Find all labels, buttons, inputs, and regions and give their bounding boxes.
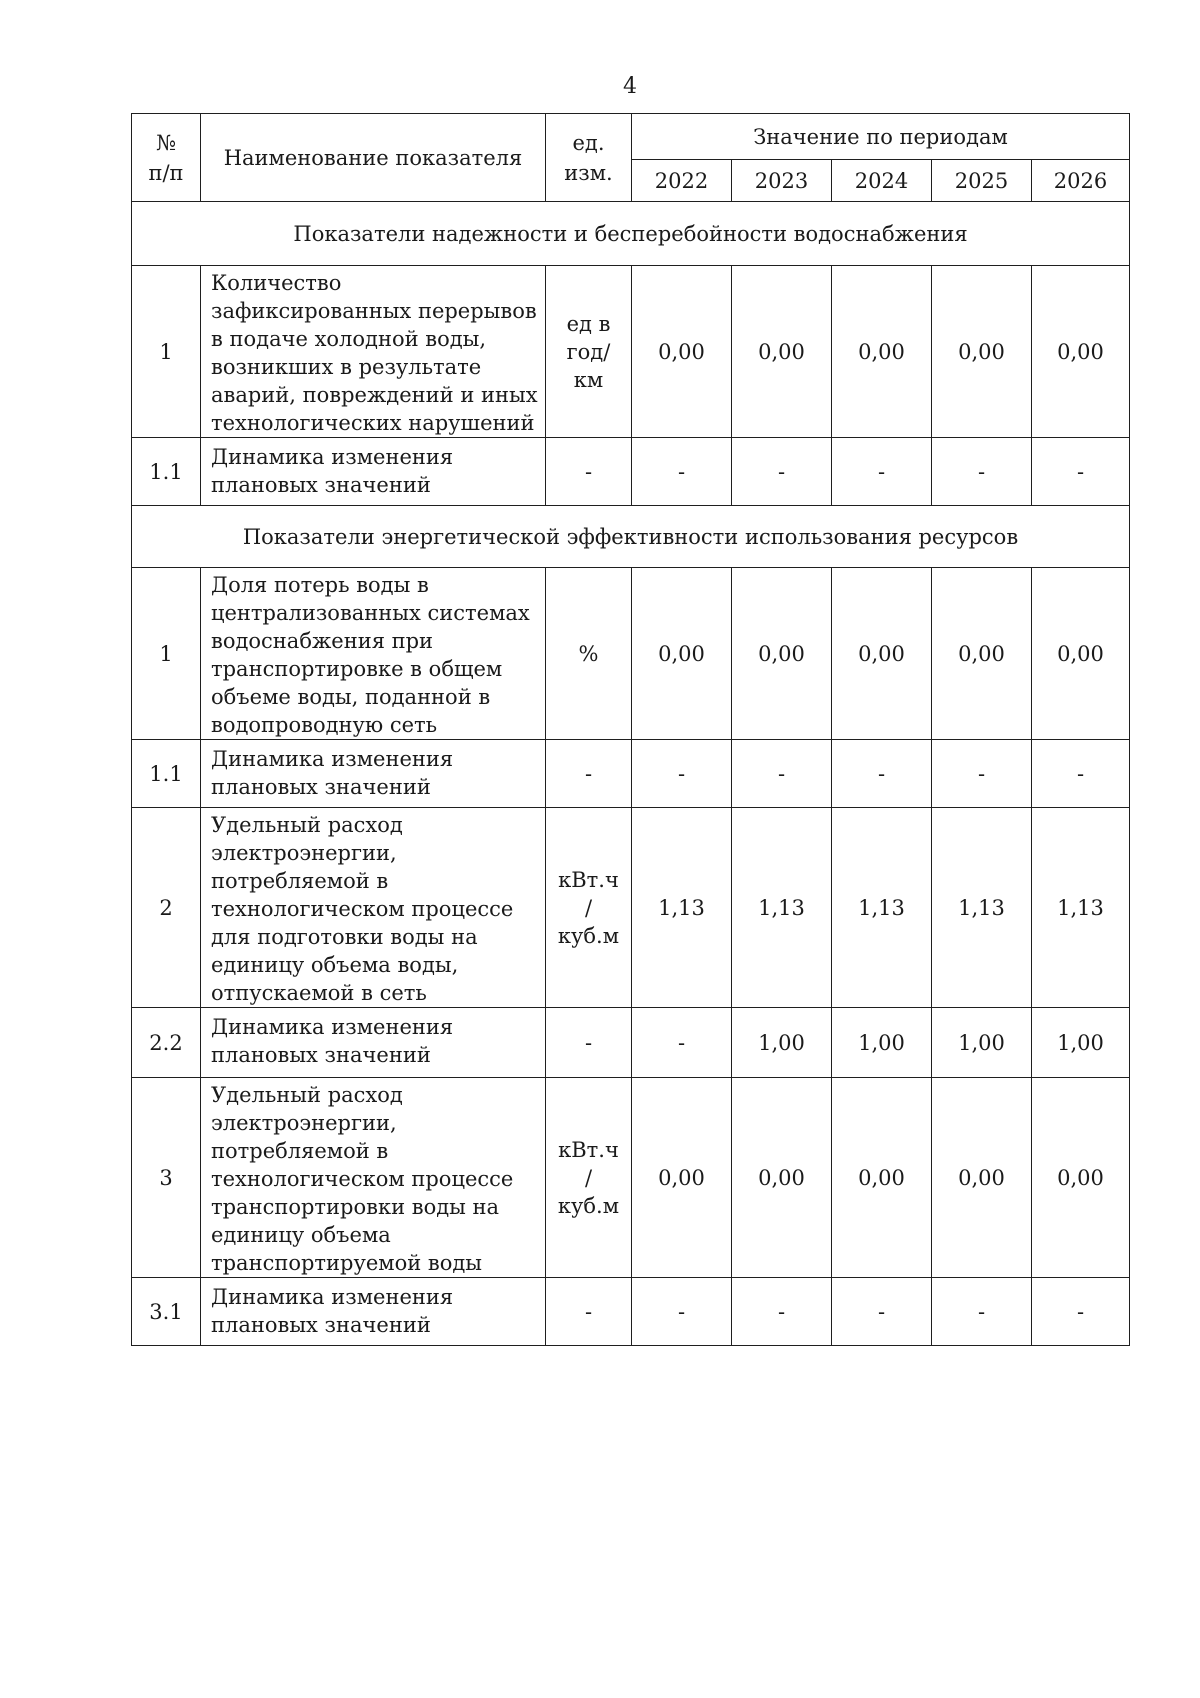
table-row <box>132 438 1130 506</box>
row-num: 1.1 <box>132 438 201 506</box>
row-name: Динамика изменения плановых значений <box>201 1008 546 1078</box>
row-value: 0,00 <box>1032 1078 1130 1278</box>
row-name: Динамика изменения плановых значений <box>201 438 546 506</box>
row-unit: - <box>546 1278 632 1346</box>
row-value: 1,13 <box>1032 808 1130 1008</box>
row-num: 3.1 <box>132 1278 201 1346</box>
row-value: 0,00 <box>632 568 732 740</box>
row-num: 1 <box>132 568 201 740</box>
indicators-table <box>131 113 1130 1346</box>
header-periods <box>632 114 1130 160</box>
row-num: 2.2 <box>132 1008 201 1078</box>
row-name: Динамика изменения плановых значений <box>201 1278 546 1346</box>
row-unit: - <box>546 1008 632 1078</box>
row-unit-text: кВт.ч / куб.м <box>557 867 620 948</box>
table-row <box>132 808 1130 1008</box>
row-value: 0,00 <box>932 1078 1032 1278</box>
row-value: - <box>632 1278 732 1346</box>
row-value: 0,00 <box>732 1078 832 1278</box>
row-value: - <box>832 740 932 808</box>
row-name: Доля потерь воды в централизованных системах водоснабжения при транспортировке в общем объеме воды, поданной в водопроводную сеть <box>201 568 546 740</box>
table-row <box>132 1278 1130 1346</box>
row-value: 0,00 <box>932 266 1032 438</box>
row-unit: % <box>546 568 632 740</box>
row-value: 0,00 <box>632 266 732 438</box>
header-name <box>201 114 546 202</box>
row-unit-text: ед в год/ км <box>566 311 611 392</box>
row-num: 3 <box>132 1078 201 1278</box>
row-value: - <box>732 438 832 506</box>
row-value: - <box>632 1008 732 1078</box>
year-cell: 2023 <box>732 160 832 202</box>
row-value: - <box>1032 740 1130 808</box>
header-num-label: № п/п <box>148 130 184 185</box>
header-periods-label: Значение по периодам <box>753 124 1008 149</box>
section-title: Показатели энергетической эффективности использования ресурсов <box>132 506 1130 568</box>
row-value: 0,00 <box>632 1078 732 1278</box>
row-value: 1,00 <box>732 1008 832 1078</box>
row-value: - <box>1032 1278 1130 1346</box>
header-row <box>132 114 1130 160</box>
page-number: 4 <box>623 74 637 99</box>
header-name-label: Наименование показателя <box>223 145 523 170</box>
year-cell: 2024 <box>832 160 932 202</box>
row-value: - <box>932 1278 1032 1346</box>
row-value: 1,00 <box>932 1008 1032 1078</box>
row-value: 0,00 <box>832 568 932 740</box>
row-value: - <box>632 438 732 506</box>
row-unit <box>546 1078 632 1278</box>
table-row <box>132 568 1130 740</box>
row-value: - <box>832 1278 932 1346</box>
row-unit <box>546 266 632 438</box>
row-value: 0,00 <box>1032 266 1130 438</box>
row-name: Динамика изменения плановых значений <box>201 740 546 808</box>
year-cell: 2025 <box>932 160 1032 202</box>
row-value: 0,00 <box>832 266 932 438</box>
row-unit: - <box>546 740 632 808</box>
row-num: 1 <box>132 266 201 438</box>
table-row <box>132 266 1130 438</box>
table-row <box>132 1078 1130 1278</box>
row-unit-text: кВт.ч / куб.м <box>557 1137 620 1218</box>
row-unit <box>546 808 632 1008</box>
row-num: 2 <box>132 808 201 1008</box>
section-row <box>132 202 1130 266</box>
year-cell: 2026 <box>1032 160 1130 202</box>
row-value: 0,00 <box>732 266 832 438</box>
row-value: - <box>632 740 732 808</box>
table-row <box>132 1008 1130 1078</box>
row-value: - <box>932 740 1032 808</box>
row-value: 0,00 <box>1032 568 1130 740</box>
row-unit: - <box>546 438 632 506</box>
section-title: Показатели надежности и бесперебойности водоснабжения <box>132 202 1130 266</box>
row-value: 0,00 <box>732 568 832 740</box>
table-row <box>132 740 1130 808</box>
row-name: Удельный расход электроэнергии, потребляемой в технологическом процессе транспортировки воды на единицу объема транспортируемой воды <box>201 1078 546 1278</box>
year-cell: 2022 <box>632 160 732 202</box>
row-value: 1,00 <box>832 1008 932 1078</box>
row-name: Удельный расход электроэнергии, потребляемой в технологическом процессе для подготовки воды на единицу объема воды, отпускаемой в сеть <box>201 808 546 1008</box>
row-value: - <box>1032 438 1130 506</box>
row-value: 0,00 <box>932 568 1032 740</box>
header-unit-label: ед. изм. <box>564 130 613 185</box>
row-value: 0,00 <box>832 1078 932 1278</box>
row-value: - <box>932 438 1032 506</box>
row-num: 1.1 <box>132 740 201 808</box>
row-value: 1,13 <box>632 808 732 1008</box>
row-value: - <box>732 740 832 808</box>
row-value: 1,13 <box>732 808 832 1008</box>
row-name: Количество зафиксированных перерывов в подаче холодной воды, возникших в результате аварий, повреждений и иных технологических нарушений <box>201 266 546 438</box>
row-value: - <box>832 438 932 506</box>
header-num <box>132 114 201 202</box>
row-value: 1,13 <box>832 808 932 1008</box>
row-value: 1,13 <box>932 808 1032 1008</box>
row-value: - <box>732 1278 832 1346</box>
header-unit <box>546 114 632 202</box>
section-row <box>132 506 1130 568</box>
row-value: 1,00 <box>1032 1008 1130 1078</box>
